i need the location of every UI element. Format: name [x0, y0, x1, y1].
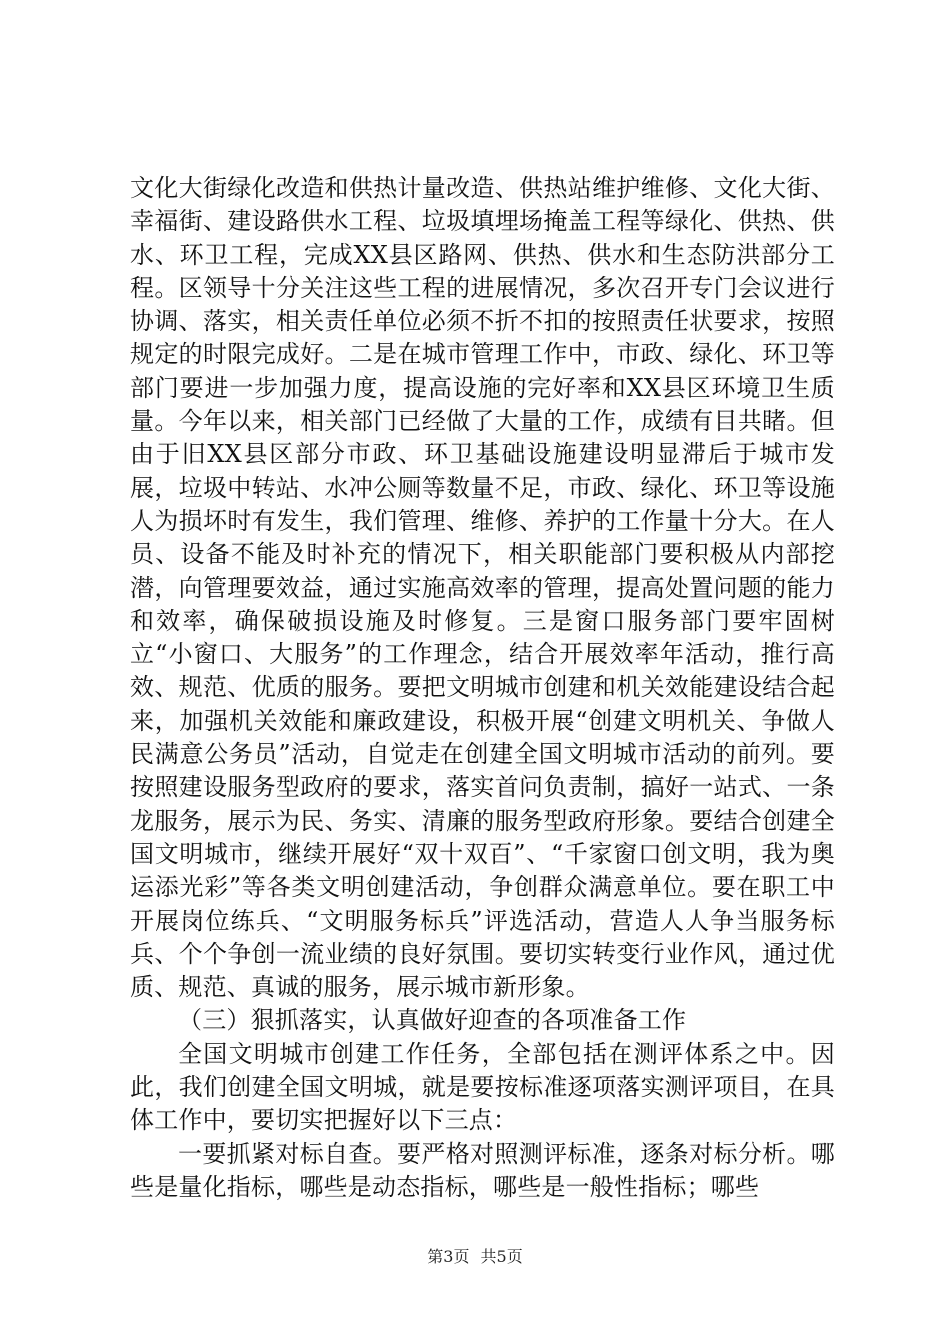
body-paragraph-3: 一要抓紧对标自查。要严格对照测评标准，逐条对标分析。哪些是量化指标，哪些是动态指标，哪些是一般性指标；哪些 — [130, 1139, 835, 1201]
section-heading: （三）狠抓落实，认真做好迎查的各项准备工作 — [178, 1006, 687, 1035]
document-body — [130, 172, 835, 1204]
body-paragraph-1: 文化大街绿化改造和供热计量改造、供热站维护维修、文化大街、幸福街、建设路供水工程、垃圾填埋场掩盖工程等绿化、供热、供水、环卫工程，完成XX县区路网、供热、供水和生态防洪部分工程。区领导十分关注这些工程的进展情况，多次召开专门会议进行协调、落实，相关责任单位必须不折不扣的按照责任状要求，按照规定的时限完成好。二是在城市管理工作中，市政、绿化、环卫等部门要进一步加强力度，提高设施的完好率和XX县区环境卫生质量。今年以来，相关部门已经做了大量的工作，成绩有目共睹。但由于旧XX县区部分市政、环卫基础设施建设明显滞后于城市发展，垃圾中转站、水冲公厕等数量不足，市政、绿化、环卫等设施人为损坏时有发生，我们管理、维修、养护的工作量十分大。在人员、设备不能及时补充的情况下，相关职能部门要积极从内部挖潜，向管理要效益，通过实施高效率的管理，提高处置问题的能力和效率，确保破损设施及时修复。三是窗口服务部门要牢固树立“小窗口、大服务”的工作理念，结合开展效率年活动，推行高效、规范、优质的服务。要把文明城市创建和机关效能建设结合起来，加强机关效能和廉政建设，积极开展“创建文明机关、争做人民满意公务员”活动，自觉走在创建全国文明城市活动的前列。要按照建设服务型政府的要求，落实首问负责制，搞好一站式、一条龙服务，展示为民、务实、清廉的服务型政府形象。要结合创建全国文明城市，继续开展好“双十双百”、“千家窗口创文明，我为奥运添光彩”等各类文明创建活动，争创群众满意单位。要在职工中开展岗位练兵、“文明服务标兵”评选活动，营造人人争当服务标兵、个个争创一流业绩的良好氛围。要切实转变行业作风，通过优质、规范、真诚的服务，展示城市新形象。 — [130, 174, 835, 1002]
page-total: 共5页 — [480, 1247, 523, 1266]
body-paragraph-2: 全国文明城市创建工作任务，全部包括在测评体系之中。因此，我们创建全国文明城，就是要按标准逐项落实测评项目，在具体工作中，要切实把握好以下三点： — [130, 1039, 835, 1135]
page-footer — [0, 1247, 950, 1267]
page-number: 第3页 — [427, 1247, 470, 1266]
